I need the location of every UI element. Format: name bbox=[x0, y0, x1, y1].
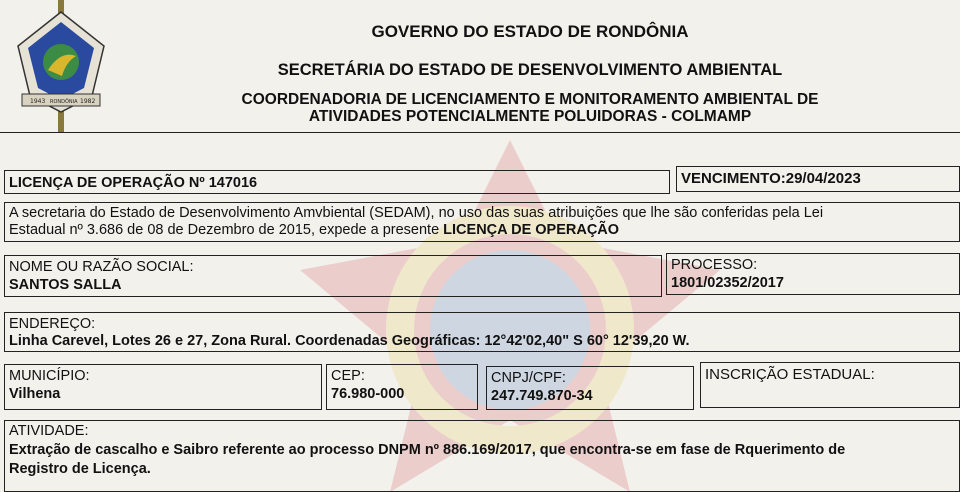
preamble-license-type: LICENÇA DE OPERAÇÃO bbox=[443, 222, 620, 238]
activity-line-1: Extração de cascalho e Saibro referente ao processo DNPM nº 886.169/2017, que encontra-se em fase de Rquerimento de bbox=[9, 442, 846, 458]
expiry-box bbox=[676, 166, 960, 192]
address-label: ENDEREÇO: bbox=[9, 316, 96, 332]
state-registration-label: INSCRIÇÃO ESTADUAL: bbox=[705, 366, 875, 383]
preamble-box bbox=[4, 202, 960, 242]
address-value: Linha Carevel, Lotes 26 e 27, Zona Rural. Coordenadas Geográficas: 12°42'02,40" S 60° 12'39,20 W. bbox=[9, 333, 690, 349]
municipality-box bbox=[4, 364, 322, 410]
secretariat-title: SECRETÁRIA DO ESTADO DE DESENVOLVIMENTO AMBIENTAL bbox=[277, 61, 783, 79]
process-label: PROCESSO: bbox=[671, 257, 758, 273]
name-box bbox=[4, 255, 662, 297]
municipality-value: Vilhena bbox=[9, 386, 61, 402]
activity-box bbox=[4, 420, 960, 492]
cep-label: CEP: bbox=[331, 368, 365, 384]
process-box bbox=[666, 253, 960, 295]
activity-line-2: Registro de Licença. bbox=[9, 461, 151, 477]
expiry-date: VENCIMENTO:29/04/2023 bbox=[681, 170, 861, 187]
coordination-line-1: COORDENADORIA DE LICENCIAMENTO E MONITORAMENTO AMBIENTAL DE bbox=[241, 91, 819, 108]
cep-value: 76.980-000 bbox=[331, 386, 405, 402]
license-title: LICENÇA DE OPERAÇÃO Nº 147016 bbox=[9, 175, 258, 191]
svg-text:1982: 1982 bbox=[80, 98, 96, 105]
cep-box bbox=[326, 364, 478, 410]
municipality-label: MUNICÍPIO: bbox=[9, 368, 90, 384]
cnpj-box bbox=[486, 366, 694, 410]
header-divider bbox=[0, 132, 960, 133]
coordination-title bbox=[140, 91, 920, 125]
svg-text:1943: 1943 bbox=[30, 98, 46, 105]
preamble-line-2 bbox=[9, 222, 619, 239]
preamble-line-2-text: Estadual nº 3.686 de 08 de Dezembro de 2015, expede a presente bbox=[9, 222, 444, 238]
government-title: GOVERNO DO ESTADO DE RONDÔNIA bbox=[371, 22, 689, 41]
activity-label: ATIVIDADE: bbox=[9, 423, 89, 439]
name-value: SANTOS SALLA bbox=[9, 277, 122, 293]
preamble-line-1: A secretaria do Estado de Desenvolvimento Amvbiental (SEDAM), no uso das suas atribuições que lhe são conferidas pela Lei bbox=[9, 205, 824, 221]
license-title-box bbox=[4, 170, 670, 194]
cnpj-label: CNPJ/CPF: bbox=[491, 370, 566, 386]
process-value: 1801/02352/2017 bbox=[671, 275, 784, 291]
svg-text:RONDÔNIA: RONDÔNIA bbox=[50, 99, 78, 105]
activity-value bbox=[9, 441, 845, 479]
state-coat-of-arms bbox=[12, 0, 110, 132]
cnpj-value: 247.749.870-34 bbox=[491, 388, 593, 404]
state-registration-box bbox=[700, 362, 960, 408]
coordination-line-2: ATIVIDADES POTENCIALMENTE POLUIDORAS - COLMAMP bbox=[308, 108, 752, 125]
address-box bbox=[4, 312, 960, 352]
name-label: NOME OU RAZÃO SOCIAL: bbox=[9, 259, 194, 275]
